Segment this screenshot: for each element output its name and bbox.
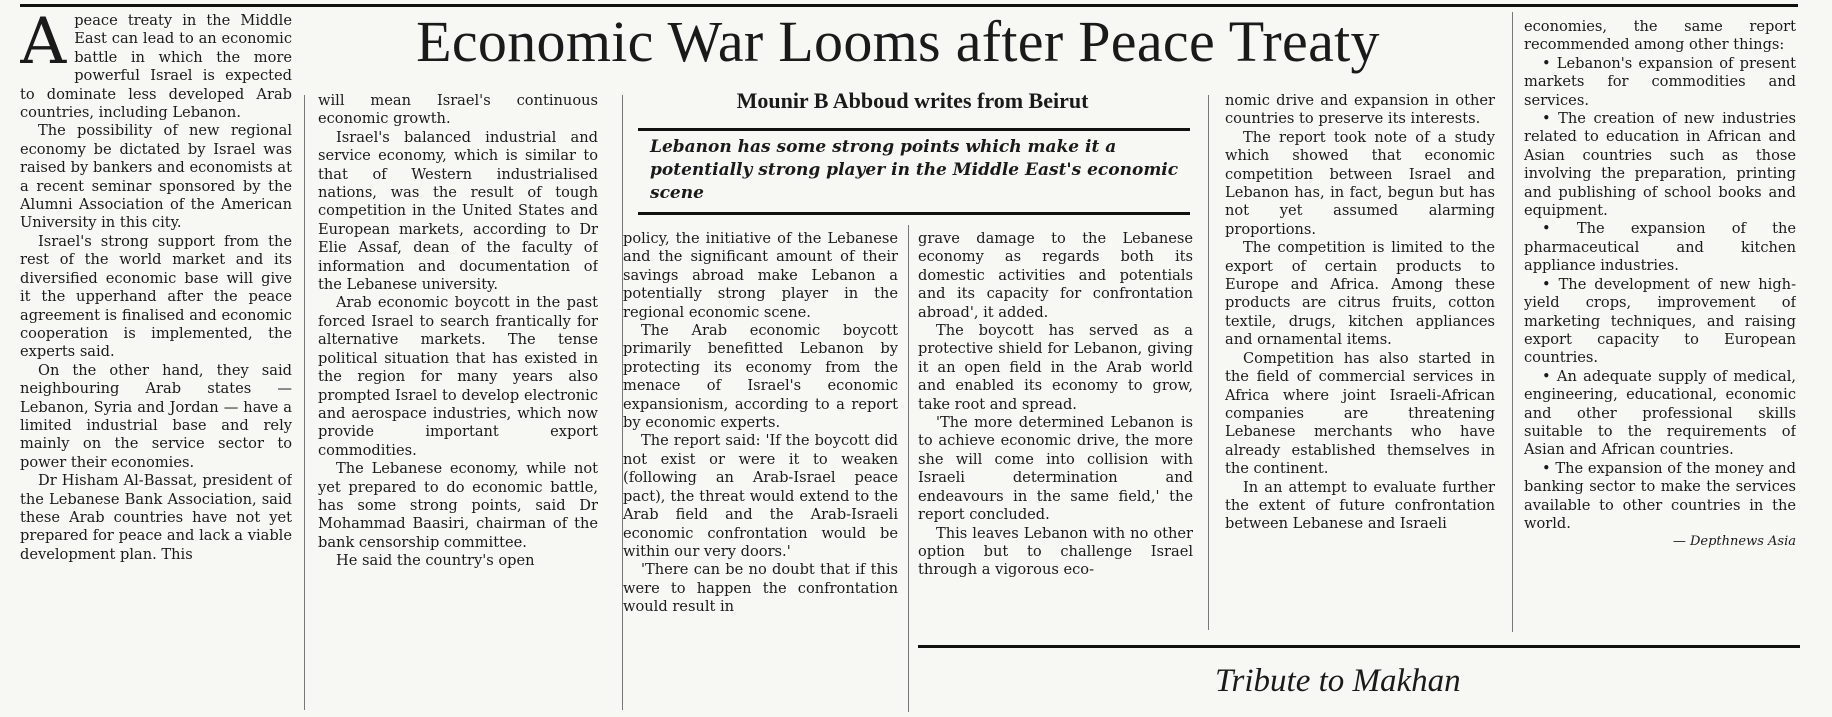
- paragraph: nomic drive and expansion in other countries to preserve its interests.: [1225, 92, 1495, 128]
- article-column-3: [623, 230, 898, 712]
- paragraph: • The creation of new industries related to education in African and Asian countries such as those involving the preparation, printing and publishing of school books and equipment.: [1524, 110, 1796, 220]
- paragraph: In an attempt to evaluate further the extent of future confrontation between Lebanese and Israeli: [1225, 478, 1495, 533]
- top-rule: [20, 4, 1798, 7]
- paragraph: • Lebanon's expansion of present markets for commodities and services.: [1524, 54, 1796, 109]
- paragraph: • An adequate supply of medical, engineering, educational, economic and other professional skills suitable to the requirements of Asian and African countries.: [1524, 367, 1796, 459]
- article-column-2: [318, 92, 598, 712]
- article-column-6: [1524, 18, 1796, 636]
- deck-bottom-rule: [638, 212, 1190, 215]
- paragraph: • The development of new high-yield crops, improvement of marketing techniques, and raising export capacity to European countries.: [1524, 275, 1796, 367]
- paragraph: He said the country's open: [336, 552, 535, 570]
- paragraph: Arab economic boycott in the past forced Israel to search frantically for alternative markets. The tense political situation that has existed in the region for many years also prompted Israel to develop electronic and aerospace industries, which now provide important export commodities.: [318, 294, 598, 459]
- article-column-5: [1225, 92, 1495, 632]
- paragraph: Dr Hisham Al-Bassat, president of the Lebanese Bank Association, said these Arab countries have not yet prepared for peace and lack a viable development plan. This: [20, 472, 292, 563]
- drop-cap: A: [20, 12, 67, 79]
- paragraph: Israel's strong support from the rest of the world market and its diversified economic base will give it the upperhand after the peace agreement is finalised and economic cooperation is implemented, the experts said.: [20, 232, 292, 361]
- byline: Mounir B Abboud writes from Beirut: [736, 88, 1089, 113]
- paragraph: Competition has also started in the field of commercial services in Africa where joint Israeli-African companies are threatening Lebanese merchants who have already established themselves in the continent.: [1225, 349, 1495, 478]
- next-article-headline: Tribute to Makhan: [1215, 663, 1461, 699]
- paragraph: • The expansion of the money and banking sector to make the services available to other countries in the world.: [1524, 459, 1796, 532]
- paragraph: • The expansion of the pharmaceutical and kitchen appliance industries.: [1524, 220, 1796, 275]
- column-divider: [1512, 12, 1513, 632]
- paragraph: On the other hand, they said neighbouring Arab states — Lebanon, Syria and Jordan — have a limited industrial base and rely mainly on the service sector to power their economies.: [20, 361, 292, 471]
- article-column-4: [918, 230, 1193, 630]
- column-divider: [908, 225, 909, 712]
- tribute-rule: [918, 645, 1800, 648]
- deck-top-rule: [638, 128, 1190, 131]
- column-divider: [304, 95, 305, 710]
- paragraph: The report said: 'If the boycott did not exist or were it to weaken (following an Arab-Israel peace pact), the threat would extend to the Arab field and the Arab-Israeli economic confrontation would be within our very doors.': [623, 432, 898, 560]
- paragraph: will mean Israel's continuous economic growth.: [318, 92, 598, 128]
- paragraph: The possibility of new regional economy be dictated by Israel was raised by bankers and economists at a recent seminar sponsored by the Alumni Association of the American University in this city.: [20, 122, 292, 232]
- paragraph: economies, the same report recommended among other things:: [1524, 18, 1796, 54]
- paragraph: The Arab economic boycott primarily benefitted Lebanon by protecting its economy from the menace of Israel's economic expansionism, according to a report by economic experts.: [623, 322, 898, 432]
- paragraph: The report took note of a study which showed that economic competition between Israel and Lebanon has, in fact, begun but has not yet assumed alarming proportions.: [1225, 128, 1495, 238]
- paragraph: 'The more determined Lebanon is to achieve economic drive, the more she will come into collision with Israeli determination and endeavours in the same field,' the report concluded.: [918, 414, 1193, 524]
- article-column-1: [20, 12, 292, 712]
- source-credit: — Depthnews Asia: [1672, 534, 1796, 550]
- paragraph: The competition is limited to the export of certain products to Europe and Africa. Among these products are citrus fruits, cotton textile, drugs, kitchen appliances and ornamental items.: [1225, 239, 1495, 349]
- paragraph: 'There can be no doubt that if this were to happen the confrontation would result in: [623, 561, 898, 616]
- paragraph: The boycott has served as a protective shield for Lebanon, giving it an open field in the Arab world and enabled its economy to grow, take root and spread.: [918, 322, 1193, 413]
- paragraph: policy, the initiative of the Lebanese and the significant amount of their savings abroad make Lebanon a potentially strong player in the regional economic scene.: [623, 230, 898, 321]
- deck: Lebanon has some strong points which make it a potentially strong player in the Middle East's economic scene: [650, 137, 1179, 203]
- paragraph: The Lebanese economy, while not yet prepared to do economic battle, has some strong points, said Dr Mohammad Baasiri, chairman of the bank censorship committee.: [318, 460, 598, 551]
- paragraph: peace treaty in the Middle East can lead to an economic battle in which the more powerful Israel is expected to dominate less developed Arab countries, including Lebanon.: [20, 12, 292, 122]
- column-divider: [1208, 95, 1209, 630]
- headline: Economic War Looms after Peace Treaty: [416, 9, 1380, 74]
- paragraph: This leaves Lebanon with no other option but to challenge Israel through a vigorous eco-: [918, 524, 1193, 579]
- paragraph: grave damage to the Lebanese economy as regards both its domestic activities and potentials and its capacity for confrontation abroad', it added.: [918, 230, 1193, 321]
- paragraph: Israel's balanced industrial and service economy, which is similar to that of Western industrialised nations, was the result of tough competition in the United States and European markets, according to Dr Elie Assaf, dean of the faculty of information and documentation of the Lebanese university.: [318, 128, 598, 294]
